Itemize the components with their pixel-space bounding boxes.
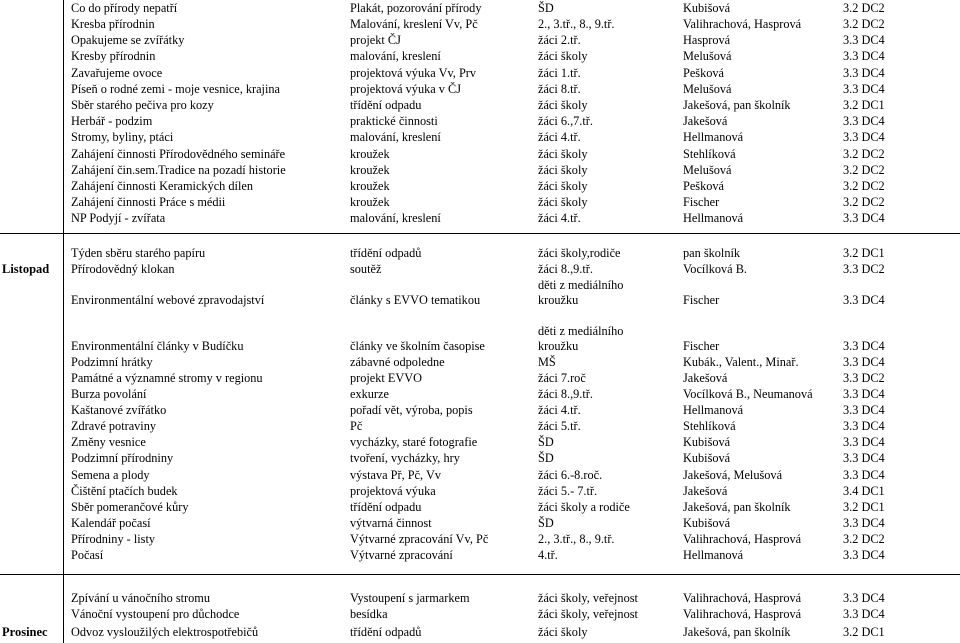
activity-form: zábavné odpoledne	[350, 355, 445, 369]
target-group: žáci školy	[538, 49, 588, 63]
activity-name: Co do přírody nepatří	[71, 1, 178, 15]
responsible-person: Kubák., Valent., Minař.	[683, 355, 799, 369]
activity-form: projektová výuka	[350, 484, 436, 498]
code: 3.3 DC4	[843, 355, 885, 369]
activity-name: Sběr pomerančové kůry	[71, 500, 189, 514]
code: 3.2 DC2	[843, 195, 885, 209]
activity-name: Podzimní přírodniny	[71, 451, 174, 465]
code: 3.3 DC4	[843, 468, 885, 482]
target-group: 2., 3.tř., 8., 9.tř.	[538, 532, 615, 546]
activity-name: Herbář - podzim	[71, 114, 153, 128]
activity-form: projektová výuka v ČJ	[350, 82, 461, 96]
activity-name: Kresba přírodnin	[71, 17, 155, 31]
target-group-line1: děti z mediálního	[538, 278, 624, 292]
table-row	[0, 210, 960, 226]
table-row	[0, 590, 960, 606]
responsible-person: Pešková	[683, 66, 724, 80]
activity-name: Týden sběru starého papíru	[71, 246, 206, 260]
code: 3.2 DC2	[843, 147, 885, 161]
responsible-person: Melušová	[683, 49, 732, 63]
responsible-person: Kubišová	[683, 516, 731, 530]
target-group: ŠD	[538, 435, 554, 449]
responsible-person: Vocílková B., Neumanová	[683, 387, 813, 401]
activity-name: Zdravé potraviny	[71, 419, 157, 433]
table-row	[0, 418, 960, 434]
activity-form: výstava Př, Pč, Vv	[350, 468, 441, 482]
code: 3.2 DC2	[843, 532, 885, 546]
activity-form: třídění odpadu	[350, 500, 422, 514]
activity-name: Odvoz vysloužilých elektrospotřebičů	[71, 625, 259, 639]
code: 3.3 DC4	[843, 211, 885, 225]
target-group: MŠ	[538, 355, 556, 369]
code: 3.3 DC2	[843, 371, 885, 385]
activity-name: Kresby přírodnin	[71, 49, 156, 63]
target-group: ŠD	[538, 451, 554, 465]
target-group: žáci 6.-8.roč.	[538, 468, 603, 482]
table-row	[0, 0, 960, 16]
code: 3.3 DC4	[843, 114, 885, 128]
activity-name: Environmentální webové zpravodajství	[71, 293, 265, 307]
table-row	[0, 606, 960, 622]
code: 3.3 DC4	[843, 33, 885, 47]
code: 3.2 DC1	[843, 246, 885, 260]
activity-name: Sběr starého pečiva pro kozy	[71, 98, 214, 112]
table-row	[0, 113, 960, 129]
table-row	[0, 65, 960, 81]
table-row	[0, 277, 960, 309]
target-group: žáci školy,rodiče	[538, 246, 621, 260]
table-row	[0, 624, 960, 640]
activity-name: Počasí	[71, 548, 104, 562]
responsible-person: Valihrachová, Hasprová	[683, 532, 802, 546]
code: 3.3 DC4	[843, 516, 885, 530]
table-row	[0, 402, 960, 418]
activity-form: třídění odpadu	[350, 98, 422, 112]
target-group: žáci 8.tř.	[538, 82, 581, 96]
code: 3.3 DC4	[843, 548, 885, 562]
table-row	[0, 32, 960, 48]
target-group: žáci školy	[538, 147, 588, 161]
activity-form: tvoření, vycházky, hry	[350, 451, 460, 465]
target-group: žáci 6.,7.tř.	[538, 114, 593, 128]
table-row	[0, 450, 960, 466]
responsible-person: Jakešová	[683, 371, 728, 385]
activity-name: Zahájení činnosti Keramických dílen	[71, 179, 253, 193]
activity-name: Přírodniny - listy	[71, 532, 156, 546]
activity-name: Environmentální články v Budíčku	[71, 339, 244, 353]
table-row	[0, 354, 960, 370]
code: 3.3 DC4	[843, 339, 885, 353]
target-group: žáci školy, veřejnost	[538, 591, 638, 605]
target-group: žáci školy	[538, 195, 588, 209]
responsible-person: Hasprová	[683, 33, 731, 47]
table-row	[0, 467, 960, 483]
table-row	[0, 81, 960, 97]
responsible-person: Hellmanová	[683, 548, 744, 562]
activity-form: Výtvarné zpracování Vv, Pč	[350, 532, 489, 546]
table-row	[0, 261, 960, 277]
activity-name: Zavařujeme ovoce	[71, 66, 163, 80]
activity-form: kroužek	[350, 163, 390, 177]
activity-form: praktické činnosti	[350, 114, 438, 128]
responsible-person: Melušová	[683, 163, 732, 177]
responsible-person: Jakešová, Melušová	[683, 468, 783, 482]
table-row	[0, 245, 960, 261]
code: 3.3 DC4	[843, 403, 885, 417]
code: 3.3 DC4	[843, 451, 885, 465]
table-row	[0, 515, 960, 531]
activity-form: Malování, kreslení Vv, Pč	[350, 17, 478, 31]
responsible-person: Hellmanová	[683, 130, 744, 144]
responsible-person: Hellmanová	[683, 403, 744, 417]
section-divider	[0, 233, 960, 234]
responsible-person: Fischer	[683, 195, 720, 209]
responsible-person: Fischer	[683, 293, 720, 307]
code: 3.2 DC1	[843, 98, 885, 112]
activity-name: Kalendář počasí	[71, 516, 151, 530]
month-label-listopad: Listopad	[2, 262, 50, 276]
table-row	[0, 97, 960, 113]
activity-form: projektová výuka Vv, Prv	[350, 66, 477, 80]
responsible-person: Pešková	[683, 179, 724, 193]
code: 3.4 DC1	[843, 484, 885, 498]
responsible-person: Valihrachová, Hasprová	[683, 607, 802, 621]
activity-form: výtvarná činnost	[350, 516, 432, 530]
responsible-person: Vocílková B.	[683, 262, 747, 276]
responsible-person: Jakešová, pan školník	[683, 625, 791, 639]
code: 3.3 DC4	[843, 130, 885, 144]
table-row	[0, 499, 960, 515]
activity-form: projekt EVVO	[350, 371, 423, 385]
responsible-person: Jakešová, pan školník	[683, 500, 791, 514]
code: 3.2 DC2	[843, 179, 885, 193]
activity-name: NP Podyjí - zvířata	[71, 211, 166, 225]
activity-form: soutěž	[350, 262, 382, 276]
table-row	[0, 483, 960, 499]
activity-form: malování, kreslení	[350, 49, 441, 63]
activity-form: Pč	[350, 419, 363, 433]
activity-name: Změny vesnice	[71, 435, 146, 449]
code: 3.3 DC4	[843, 419, 885, 433]
code: 3.3 DC4	[843, 435, 885, 449]
section-divider	[0, 574, 960, 575]
code: 3.2 DC2	[843, 163, 885, 177]
activity-form: exkurze	[350, 387, 389, 401]
table-row	[0, 323, 960, 355]
target-group: žáci 7.roč	[538, 371, 586, 385]
target-group: žáci školy	[538, 179, 588, 193]
target-group: žáci školy	[538, 98, 588, 112]
activity-name: Píseň o rodné zemi - moje vesnice, krajina	[71, 82, 280, 96]
target-group: žáci 1.tř.	[538, 66, 581, 80]
target-group: ŠD	[538, 1, 554, 15]
activity-form: Plakát, pozorování přírody	[350, 1, 482, 15]
activity-name: Opakujeme se zvířátky	[71, 33, 185, 47]
activity-name: Zahájení činnosti Práce s médii	[71, 195, 226, 209]
code: 3.3 DC2	[843, 262, 885, 276]
table-row	[0, 434, 960, 450]
table-row	[0, 194, 960, 210]
activity-form: malování, kreslení	[350, 130, 441, 144]
activity-form: třídění odpadů	[350, 625, 422, 639]
code: 3.2 DC1	[843, 625, 885, 639]
activity-form: kroužek	[350, 147, 390, 161]
table-row	[0, 370, 960, 386]
code: 3.3 DC4	[843, 49, 885, 63]
responsible-person: Kubišová	[683, 1, 731, 15]
responsible-person: pan školník	[683, 246, 741, 260]
activity-name: Kaštanové zvířátko	[71, 403, 167, 417]
target-group: žáci 4.tř.	[538, 403, 581, 417]
table-row	[0, 386, 960, 402]
responsible-person: Fischer	[683, 339, 720, 353]
responsible-person: Valihrachová, Hasprová	[683, 591, 802, 605]
activity-name: Stromy, byliny, ptáci	[71, 130, 174, 144]
target-group: žáci 4.tř.	[538, 130, 581, 144]
code: 3.3 DC4	[843, 591, 885, 605]
responsible-person: Jakešová, pan školník	[683, 98, 791, 112]
responsible-person: Stehlíková	[683, 419, 736, 433]
responsible-person: Jakešová	[683, 114, 728, 128]
target-group: žáci 4.tř.	[538, 211, 581, 225]
activity-form: Výtvarné zpracování	[350, 548, 453, 562]
target-group: žáci 5.- 7.tř.	[538, 484, 598, 498]
target-group: 2., 3.tř., 8., 9.tř.	[538, 17, 615, 31]
activity-form: články ve školním časopise	[350, 339, 485, 353]
target-group-line2: kroužku	[538, 293, 579, 307]
activity-form: články s EVVO tematikou	[350, 293, 481, 307]
activity-form: besídka	[350, 607, 388, 621]
target-group: žáci 8.,9.tř.	[538, 262, 593, 276]
code: 3.3 DC4	[843, 607, 885, 621]
table-row	[0, 129, 960, 145]
code: 3.3 DC4	[843, 66, 885, 80]
code: 3.3 DC4	[843, 82, 885, 96]
activity-name: Vánoční vystoupení pro důchodce	[71, 607, 240, 621]
activity-form: kroužek	[350, 195, 390, 209]
code: 3.2 DC2	[843, 1, 885, 15]
activity-name: Podzimní hrátky	[71, 355, 153, 369]
month-label-prosinec: Prosinec	[2, 625, 48, 639]
activity-form: vycházky, staré fotografie	[350, 435, 478, 449]
code: 3.2 DC1	[843, 500, 885, 514]
target-group: žáci školy	[538, 625, 588, 639]
responsible-person: Stehlíková	[683, 147, 736, 161]
target-group: žáci 5.tř.	[538, 419, 581, 433]
target-group-line1: děti z mediálního	[538, 324, 624, 338]
code: 3.3 DC4	[843, 293, 885, 307]
activity-name: Přírodovědný klokan	[71, 262, 175, 276]
responsible-person: Jakešová	[683, 484, 728, 498]
table-row	[0, 16, 960, 32]
target-group: ŠD	[538, 516, 554, 530]
responsible-person: Hellmanová	[683, 211, 744, 225]
activity-form: malování, kreslení	[350, 211, 441, 225]
target-group: žáci 2.tř.	[538, 33, 581, 47]
responsible-person: Kubišová	[683, 451, 731, 465]
responsible-person: Melušová	[683, 82, 732, 96]
activity-name: Čištění ptačích budek	[71, 484, 178, 498]
table-row	[0, 162, 960, 178]
activity-name: Zahájení činnosti Přírodovědného semináře	[71, 147, 286, 161]
table-row	[0, 146, 960, 162]
activity-form: kroužek	[350, 179, 390, 193]
table-row	[0, 531, 960, 547]
table-row	[0, 178, 960, 194]
code: 3.2 DC2	[843, 17, 885, 31]
code: 3.3 DC4	[843, 387, 885, 401]
activity-form: Vystoupení s jarmarkem	[350, 591, 470, 605]
activity-form: projekt ČJ	[350, 33, 401, 47]
target-group: žáci školy a rodiče	[538, 500, 630, 514]
target-group-line2: kroužku	[538, 339, 579, 353]
table-row	[0, 48, 960, 64]
target-group: 4.tř.	[538, 548, 558, 562]
activity-name: Památné a významné stromy v regionu	[71, 371, 263, 385]
activity-name: Semena a plody	[71, 468, 150, 482]
target-group: žáci 8.,9.tř.	[538, 387, 593, 401]
table-row	[0, 547, 960, 563]
target-group: žáci školy	[538, 163, 588, 177]
activity-form: třídění odpadů	[350, 246, 422, 260]
responsible-person: Valihrachová, Hasprová	[683, 17, 802, 31]
activity-name: Zahájení čin.sem.Tradice na pozadí historie	[71, 163, 286, 177]
responsible-person: Kubišová	[683, 435, 731, 449]
activity-form: pořadí vět, výroba, popis	[350, 403, 473, 417]
activity-name: Burza povolání	[71, 387, 147, 401]
target-group: žáci školy, veřejnost	[538, 607, 638, 621]
activity-name: Zpívání u vánočního stromu	[71, 591, 211, 605]
